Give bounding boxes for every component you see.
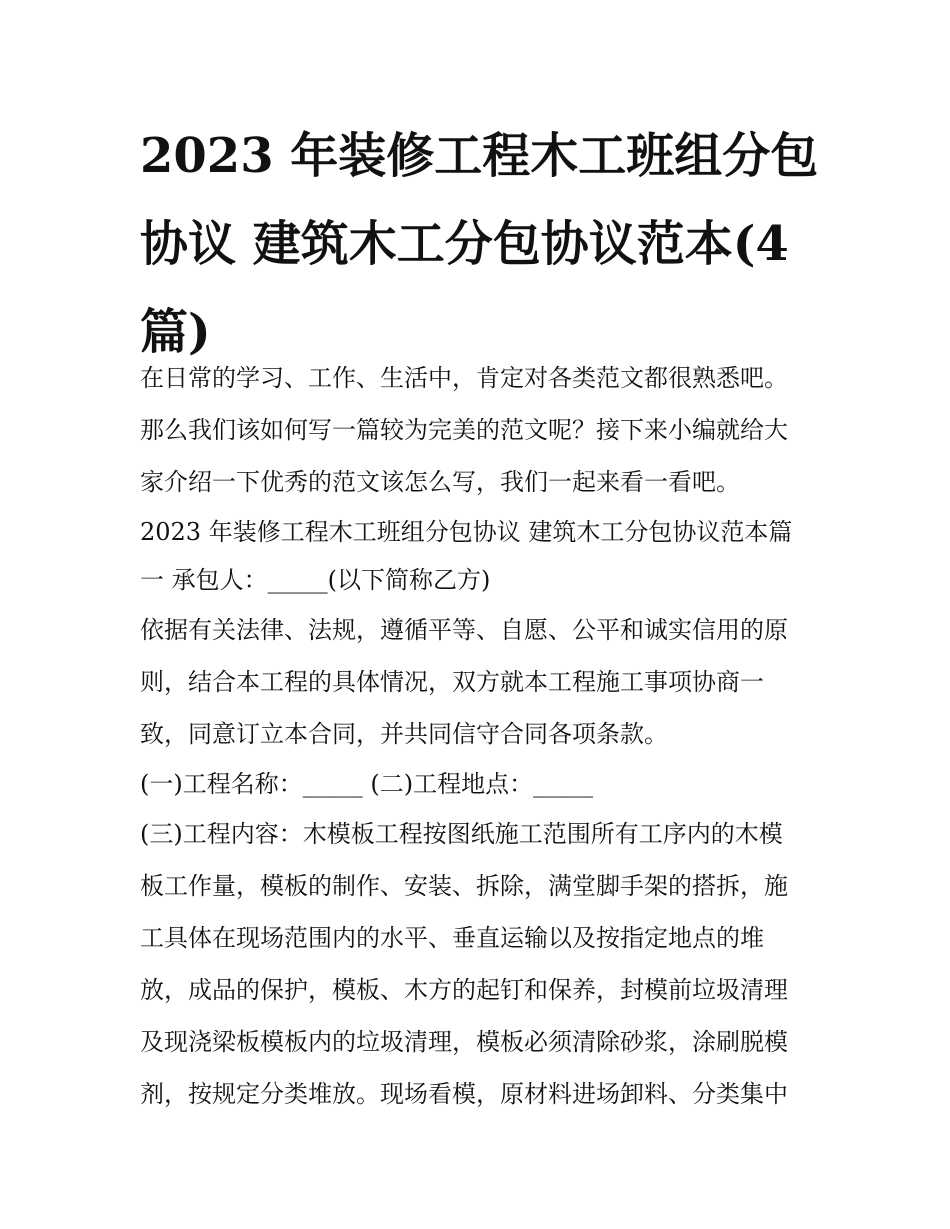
body-line: 一 承包人：_____(以下简称乙方) xyxy=(140,566,491,594)
title-line-1: 2023 年装修工程木工班组分包 xyxy=(140,128,819,184)
body-line: 致，同意订立本合同，并共同信守合同各项条款。 xyxy=(140,720,668,748)
body-line: 剂，按规定分类堆放。现场看模，原材料进场卸料、分类集中 xyxy=(140,1080,788,1108)
body-line: 放，成品的保护，模板、木方的起钉和保养，封模前垃圾清理 xyxy=(140,976,788,1004)
body-line: 依据有关法律、法规，遵循平等、自愿、公平和诚实信用的原 xyxy=(140,616,788,644)
title-line-3: 篇) xyxy=(140,304,211,360)
body-line: 及现浇梁板模板内的垃圾清理，模板必须清除砂浆，涂刷脱模 xyxy=(140,1028,788,1056)
body-line: (一)工程名称：_____ (二)工程地点：_____ xyxy=(140,770,594,798)
title-line-2: 协议 建筑木工分包协议范本(4 xyxy=(140,216,789,272)
body-line: 板工作量，模板的制作、安装、拆除，满堂脚手架的搭拆，施 xyxy=(140,872,788,900)
document-title xyxy=(140,112,820,376)
document-body xyxy=(140,352,820,1120)
body-line: 则，结合本工程的具体情况，双方就本工程施工事项协商一 xyxy=(140,668,764,696)
body-line: 工具体在现场范围内的水平、垂直运输以及按指定地点的堆 xyxy=(140,924,764,952)
body-line: 那么我们该如何写一篇较为完美的范文呢？接下来小编就给大 xyxy=(140,416,788,444)
body-line: (三)工程内容：木模板工程按图纸施工范围所有工序内的木模 xyxy=(140,820,783,848)
body-line: 2023 年装修工程木工班组分包协议 建筑木工分包协议范本篇 xyxy=(140,518,793,546)
body-line: 在日常的学习、工作、生活中，肯定对各类范文都很熟悉吧。 xyxy=(140,364,788,392)
body-line: 家介绍一下优秀的范文该怎么写，我们一起来看一看吧。 xyxy=(140,468,740,496)
